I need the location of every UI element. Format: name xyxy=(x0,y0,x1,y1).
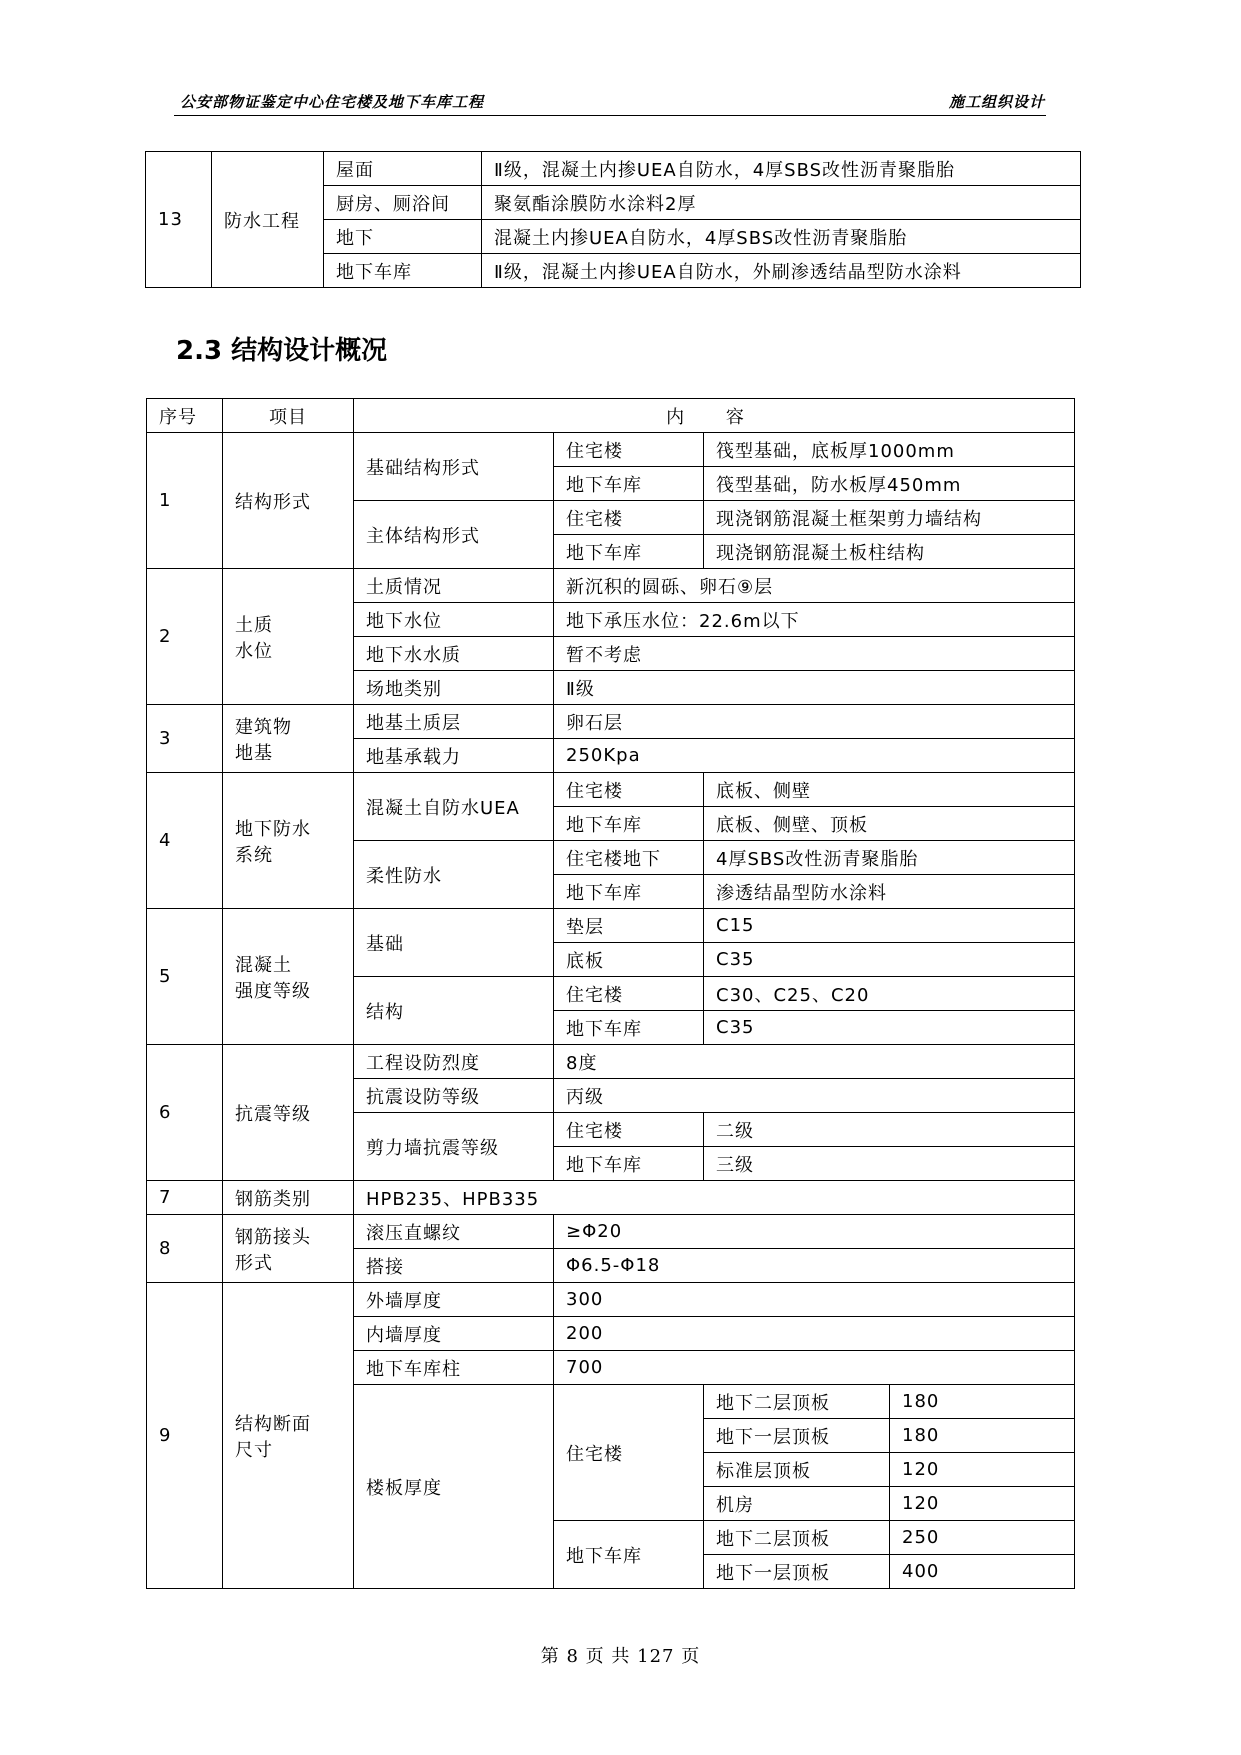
sub-item: 楼板厚度 xyxy=(354,1385,554,1589)
cell-value: 250 xyxy=(890,1521,1075,1555)
table-row xyxy=(147,1215,1075,1249)
cell-value: 筏型基础，底板厚1000mm xyxy=(704,433,1075,467)
row-item xyxy=(223,909,354,1045)
cell-key: 垫层 xyxy=(554,909,704,943)
cell-key: 地下车库 xyxy=(554,1147,704,1181)
table-row xyxy=(147,909,1075,943)
cell-value: 250Kpa xyxy=(554,739,1075,773)
cell-key: 地下车库 xyxy=(554,807,704,841)
row-item-line: 结构断面 xyxy=(235,1413,311,1435)
cell-value: 120 xyxy=(890,1487,1075,1521)
cell-name: 地下车库 xyxy=(324,254,482,288)
row-item xyxy=(223,1215,354,1283)
cell-key: 住宅楼 xyxy=(554,773,704,807)
sub-item: 结构 xyxy=(354,977,554,1045)
cell-key: 住宅楼 xyxy=(554,501,704,535)
cell-desc: 混凝土内掺UEA自防水，4厚SBS改性沥青聚脂胎 xyxy=(482,220,1081,254)
cell-key: 抗震设防等级 xyxy=(354,1079,554,1113)
cell-key: 地下二层顶板 xyxy=(704,1521,890,1555)
cell-key: 地下水位 xyxy=(354,603,554,637)
cell-name: 厨房、厕浴间 xyxy=(324,186,482,220)
page-footer: 第 8 页 共 127 页 xyxy=(540,1646,701,1667)
cell-key: 地下车库 xyxy=(554,1011,704,1045)
row-item-line: 强度等级 xyxy=(235,980,311,1002)
table-row xyxy=(147,1045,1075,1079)
row-item-line: 建筑物 xyxy=(235,716,292,738)
sub-item: 基础结构形式 xyxy=(354,433,554,501)
table-row xyxy=(147,705,1075,739)
table-row xyxy=(146,152,1081,186)
cell-value: HPB235、HPB335 xyxy=(354,1181,1075,1215)
row-number: 9 xyxy=(147,1283,223,1589)
row-number: 5 xyxy=(147,909,223,1045)
cell-key: 住宅楼 xyxy=(554,1385,704,1521)
cell-value: C30、C25、C20 xyxy=(704,977,1075,1011)
row-item: 抗震等级 xyxy=(223,1045,354,1181)
row-item xyxy=(223,705,354,773)
cell-key: 工程设防烈度 xyxy=(354,1045,554,1079)
cell-key: 地下二层顶板 xyxy=(704,1385,890,1419)
row-item-line: 土质 xyxy=(235,614,273,636)
table-row xyxy=(147,569,1075,603)
cell-key: 住宅楼地下 xyxy=(554,841,704,875)
cell-name: 屋面 xyxy=(324,152,482,186)
sub-item: 柔性防水 xyxy=(354,841,554,909)
cell-key: 住宅楼 xyxy=(554,1113,704,1147)
cell-desc: Ⅱ级，混凝土内掺UEA自防水，4厚SBS改性沥青聚脂胎 xyxy=(482,152,1081,186)
cell-key: 底板 xyxy=(554,943,704,977)
cell-key: 住宅楼 xyxy=(554,433,704,467)
row-item-line: 形式 xyxy=(235,1252,273,1274)
row-item xyxy=(223,1283,354,1589)
cell-key: 土质情况 xyxy=(354,569,554,603)
structure-design-table xyxy=(146,398,1075,1589)
cell-value: C15 xyxy=(704,909,1075,943)
cell-value: 底板、侧壁、顶板 xyxy=(704,807,1075,841)
cell-key: 搭接 xyxy=(354,1249,554,1283)
cell-key: 住宅楼 xyxy=(554,977,704,1011)
cell-key: 机房 xyxy=(704,1487,890,1521)
cell-value: 现浇钢筋混凝土框架剪力墙结构 xyxy=(704,501,1075,535)
cell-key: 地下一层顶板 xyxy=(704,1555,890,1589)
cell-value: 渗透结晶型防水涂料 xyxy=(704,875,1075,909)
cell-key: 地基承载力 xyxy=(354,739,554,773)
cell-key: 标准层顶板 xyxy=(704,1453,890,1487)
cell-key: 地基土质层 xyxy=(354,705,554,739)
row-item-line: 地基 xyxy=(235,742,273,764)
row-item xyxy=(223,773,354,909)
sub-item: 基础 xyxy=(354,909,554,977)
header-content: 内 容 xyxy=(354,399,1075,433)
row-number: 3 xyxy=(147,705,223,773)
cell-desc: Ⅱ级，混凝土内掺UEA自防水，外刷渗透结晶型防水涂料 xyxy=(482,254,1081,288)
cell-value: 卵石层 xyxy=(554,705,1075,739)
header-divider xyxy=(174,115,1046,116)
cell-value: 地下承压水位：22.6m以下 xyxy=(554,603,1075,637)
cell-key: 场地类别 xyxy=(354,671,554,705)
row-number: 8 xyxy=(147,1215,223,1283)
cell-value: ≥Φ20 xyxy=(554,1215,1075,1249)
header-item: 项目 xyxy=(223,399,354,433)
cell-value: 底板、侧壁 xyxy=(704,773,1075,807)
cell-key: 滚压直螺纹 xyxy=(354,1215,554,1249)
cell-value: 丙级 xyxy=(554,1079,1075,1113)
row-item-line: 系统 xyxy=(235,844,273,866)
table-row xyxy=(147,1283,1075,1317)
cell-key: 外墙厚度 xyxy=(354,1283,554,1317)
row-item: 钢筋类别 xyxy=(223,1181,354,1215)
row-item: 防水工程 xyxy=(212,152,324,288)
row-item-line: 尺寸 xyxy=(235,1439,273,1461)
row-number: 7 xyxy=(147,1181,223,1215)
cell-key: 地下水水质 xyxy=(354,637,554,671)
cell-value: 180 xyxy=(890,1385,1075,1419)
cell-desc: 聚氨酯涂膜防水涂料2厚 xyxy=(482,186,1081,220)
row-number: 1 xyxy=(147,433,223,569)
row-item-line: 钢筋接头 xyxy=(235,1226,311,1248)
cell-value: 300 xyxy=(554,1283,1075,1317)
table-row xyxy=(147,1181,1075,1215)
cell-value: 120 xyxy=(890,1453,1075,1487)
cell-value: 二级 xyxy=(704,1113,1075,1147)
cell-value: 200 xyxy=(554,1317,1075,1351)
sub-item: 剪力墙抗震等级 xyxy=(354,1113,554,1181)
cell-key: 地下车库柱 xyxy=(354,1351,554,1385)
cell-key: 地下一层顶板 xyxy=(704,1419,890,1453)
row-number: 13 xyxy=(146,152,212,288)
row-number: 2 xyxy=(147,569,223,705)
cell-value: 400 xyxy=(890,1555,1075,1589)
cell-key: 地下车库 xyxy=(554,875,704,909)
cell-key: 地下车库 xyxy=(554,467,704,501)
section-title: 2.3 结构设计概况 xyxy=(176,336,388,366)
header-document-title: 公安部物证鉴定中心住宅楼及地下车库工程 xyxy=(180,93,485,111)
cell-value: 新沉积的圆砾、卵石⑨层 xyxy=(554,569,1075,603)
cell-value: 180 xyxy=(890,1419,1075,1453)
cell-key: 地下车库 xyxy=(554,535,704,569)
cell-value: 700 xyxy=(554,1351,1075,1385)
table-row xyxy=(147,433,1075,467)
row-item xyxy=(223,569,354,705)
cell-value: 三级 xyxy=(704,1147,1075,1181)
sub-item: 混凝土自防水UEA xyxy=(354,773,554,841)
cell-value: C35 xyxy=(704,943,1075,977)
sub-item: 主体结构形式 xyxy=(354,501,554,569)
header-document-type: 施工组织设计 xyxy=(948,93,1045,111)
row-item-line: 混凝土 xyxy=(235,954,292,976)
row-item-line: 地下防水 xyxy=(235,818,311,840)
cell-name: 地下 xyxy=(324,220,482,254)
row-number: 4 xyxy=(147,773,223,909)
cell-value: C35 xyxy=(704,1011,1075,1045)
cell-value: 现浇钢筋混凝土板柱结构 xyxy=(704,535,1075,569)
cell-key: 内墙厚度 xyxy=(354,1317,554,1351)
cell-value: 筏型基础，防水板厚450mm xyxy=(704,467,1075,501)
cell-value: 4厚SBS改性沥青聚脂胎 xyxy=(704,841,1075,875)
row-item-line: 水位 xyxy=(235,640,273,662)
table-header-row xyxy=(147,399,1075,433)
cell-value: 暂不考虑 xyxy=(554,637,1075,671)
waterproofing-table xyxy=(145,151,1081,288)
cell-value: Φ6.5-Φ18 xyxy=(554,1249,1075,1283)
row-number: 6 xyxy=(147,1045,223,1181)
cell-value: 8度 xyxy=(554,1045,1075,1079)
header-no: 序号 xyxy=(147,399,223,433)
cell-key: 地下车库 xyxy=(554,1521,704,1589)
table-row xyxy=(147,773,1075,807)
cell-value: Ⅱ级 xyxy=(554,671,1075,705)
row-item: 结构形式 xyxy=(223,433,354,569)
